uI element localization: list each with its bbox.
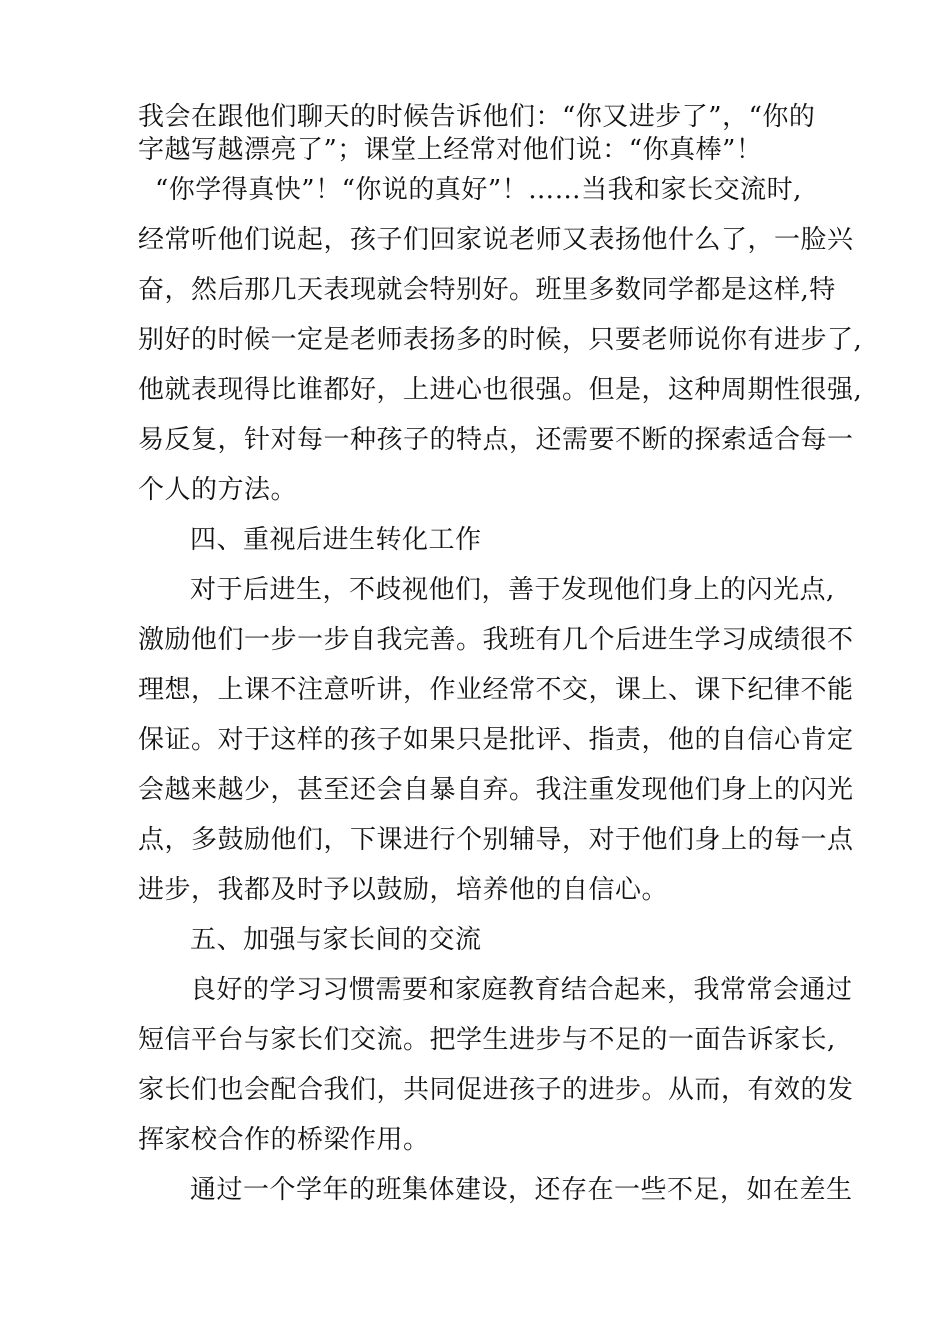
text-line: 别好的时候一定是老师表扬多的时候，只要老师说你有进步了, [138,325,863,355]
paragraph-start: 良好的学习习惯需要和家庭教育结合起来，我常常会通过 [190,975,853,1005]
paragraph-start: 对于后进生，不歧视他们，善于发现他们身上的闪光点, [190,575,835,605]
text-line: 经常听他们说起，孩子们回家说老师又表扬他什么了，一脸兴 [138,225,854,255]
text-line: “你学得真快”！“你说的真好”！……当我和家长交流时, [155,175,802,205]
text-line: 奋，然后那几天表现就会特别好。班里多数同学都是这样,特 [138,275,836,305]
section-heading: 五、加强与家长间的交流 [190,925,482,955]
text-line: 挥家校合作的桥梁作用。 [138,1125,430,1155]
text-line: 短信平台与家长们交流。把学生进步与不足的一面告诉家长, [138,1025,836,1055]
text-line: 点，多鼓励他们，下课进行个别辅导，对于他们身上的每一点 [138,825,854,855]
section-heading: 四、重视后进生转化工作 [190,525,482,555]
text-line: 理想，上课不注意听讲，作业经常不交，课上、课下纪律不能 [138,675,854,705]
text-line: 激励他们一步一步自我完善。我班有几个后进生学习成绩很不 [138,625,854,655]
text-line: 保证。对于这样的孩子如果只是批评、指责，他的自信心肯定 [138,725,854,755]
text-line: 家长们也会配合我们，共同促进孩子的进步。从而，有效的发 [138,1075,854,1105]
text-line: 会越来越少，甚至还会自暴自弃。我注重发现他们身上的闪光 [138,775,854,805]
text-line: 我会在跟他们聊天的时候告诉他们：“你又进步了”，“你的 [138,102,816,132]
text-line: 字越写越漂亮了”；课堂上经常对他们说：“你真棒”！ [138,135,763,165]
text-line: 个人的方法。 [138,475,298,505]
text-line: 进步，我都及时予以鼓励，培养他的自信心。 [138,875,669,905]
paragraph-start: 通过一个学年的班集体建设，还存在一些不足，如在差生 [190,1175,853,1205]
text-line: 他就表现得比谁都好，上进心也很强。但是，这种周期性很强, [138,375,863,405]
text-line: 易反复，针对每一种孩子的特点，还需要不断的探索适合每一 [138,425,854,455]
